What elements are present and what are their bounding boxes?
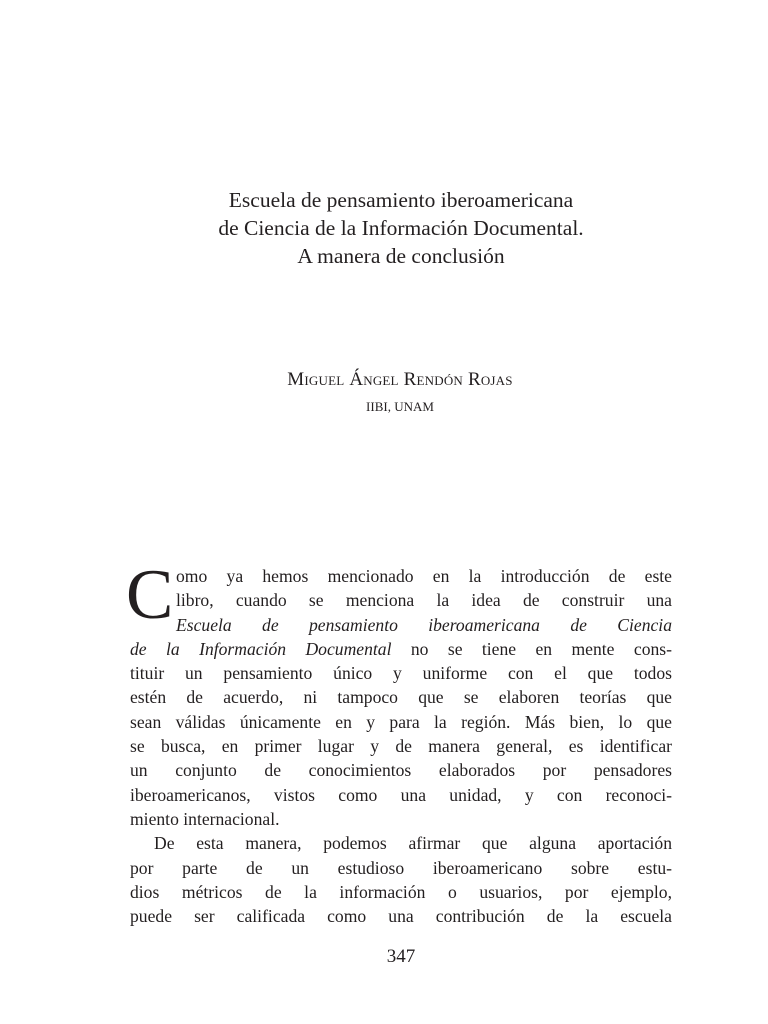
chapter-title-line-2: de Ciencia de la Información Documental. bbox=[218, 216, 584, 240]
paragraph-2-line: puede ser calificada como una contribución de la escuela bbox=[130, 906, 672, 927]
paragraph-1-line: estén de acuerdo, ni tampoco que se elaboren teorías que bbox=[130, 687, 672, 708]
paragraph-1-line bbox=[130, 613, 672, 637]
chapter-title-line-3: A manera de conclusión bbox=[297, 244, 505, 268]
drop-cap: C bbox=[126, 556, 174, 634]
paragraph-1-line: sean válidas únicamente en y para la región. Más bien, lo que bbox=[130, 711, 672, 732]
paragraph-1-line bbox=[130, 637, 672, 661]
book-title-italic: de la Información Documental bbox=[130, 638, 392, 659]
chapter-title bbox=[0, 186, 768, 270]
paragraph-1-line: tituir un pensamiento único y uniforme con el que todos bbox=[130, 663, 672, 684]
chapter-title-line-1: Escuela de pensamiento iberoamericana bbox=[228, 188, 574, 212]
page-number: 347 bbox=[386, 946, 416, 967]
paragraph-1-line: un conjunto de conocimientos elaborados por pensadores bbox=[130, 760, 672, 781]
paragraph-1-line: se busca, en primer lugar y de manera general, es identificar bbox=[130, 736, 672, 757]
paragraph-2-line: por parte de un estudioso iberoamericano sobre estu- bbox=[130, 857, 672, 878]
body-text bbox=[126, 556, 672, 928]
paragraph-2-line: De esta manera, podemos afirmar que alguna aportación bbox=[154, 833, 672, 854]
paragraph-2-line: dios métricos de la información o usuarios, por ejemplo, bbox=[130, 881, 672, 902]
paragraph-1-line: iberoamericanos, vistos como una unidad, y con reconoci- bbox=[130, 784, 672, 805]
paragraph-1-text: no se tiene en mente cons- bbox=[391, 638, 672, 659]
paragraph-1-line: miento internacional. bbox=[130, 808, 280, 829]
paragraph-1-line: libro, cuando se menciona la idea de construir una bbox=[176, 590, 672, 611]
author-affiliation: IIBI, UNAM bbox=[366, 399, 434, 414]
book-title-italic: Escuela de pensamiento iberoamericana de Ciencia bbox=[176, 614, 672, 635]
paragraph-1-line: omo ya hemos mencionado en la introducción de este bbox=[176, 566, 672, 586]
author-name: Miguel Ángel Rendón Rojas bbox=[287, 369, 513, 390]
